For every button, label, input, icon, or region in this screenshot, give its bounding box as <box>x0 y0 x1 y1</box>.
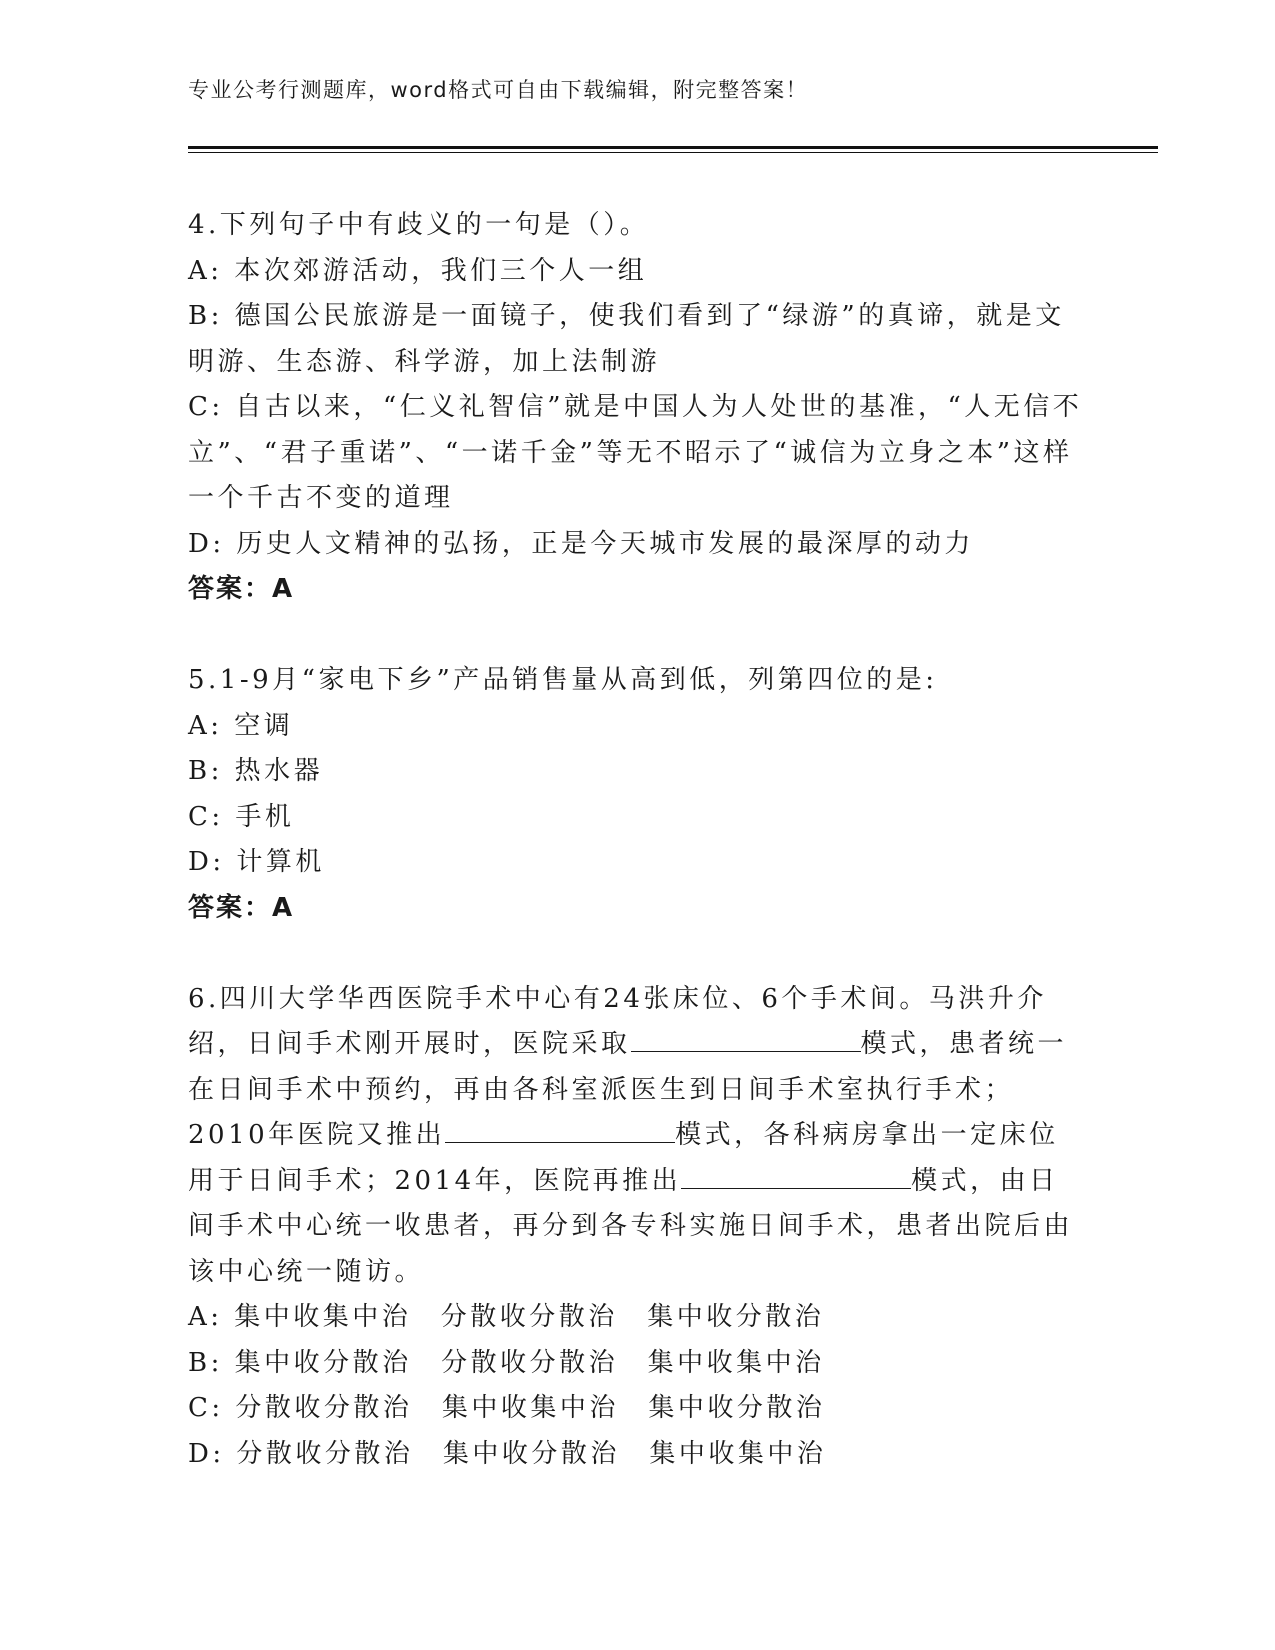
fill-blank-2 <box>445 1114 675 1143</box>
option-c: C: 分散收分散治 集中收集中治 集中收分散治 <box>188 1393 826 1423</box>
answer-label: 答案：A <box>188 892 295 923</box>
answer-label: 答案：A <box>188 574 295 604</box>
stem-part-4: 模式，由日间手术中心统一收患者，再分到各专科实施日间手术，患者出院后由该中心统一随访。 <box>188 1165 1074 1287</box>
header-rule-thin <box>188 152 1158 153</box>
stem-part-1: 6.四川大学华西医院手术中心有24张床位、6个手术间。马洪升介绍，日间手术刚开展时，医院采取 <box>188 983 1047 1059</box>
header-rule-thick <box>188 146 1158 149</box>
option-b: B: 集中收分散治 分散收分散治 集中收集中治 <box>188 1347 825 1378</box>
option-a: A: 集中收集中治 分散收分散治 集中收分散治 <box>188 1302 825 1332</box>
option-d: D: 分散收分散治 集中收分散治 集中收集中治 <box>188 1438 827 1469</box>
fill-blank-3 <box>681 1160 911 1189</box>
question-stem: 5.1-9月“家电下乡”产品销售量从高到低，列第四位的是: <box>188 665 938 695</box>
option-b: B: 热水器 <box>188 756 324 786</box>
question-5 <box>188 658 1088 931</box>
question-stem: 4.下列句子中有歧义的一句是（）。 <box>188 210 650 240</box>
option-a: A: 空调 <box>188 710 294 741</box>
document-body <box>188 203 1088 1477</box>
option-b: B: 德国公民旅游是一面镜子，使我们看到了“绿游”的真谛，就是文明游、生态游、科学游，加上法制游 <box>188 301 1065 377</box>
option-c: C: 自古以来，“仁义礼智信”就是中国人为人处世的基准，“人无信不立”、“君子重诺”、“一诺千金”等无不昭示了“诚信为立身之本”这样一个千古不变的道理 <box>188 392 1083 513</box>
stem-part-2: 模式，患者统一在日间手术中预约，再由各科室派医生到日间手术室执行手术；2010年医院又推出 <box>188 1029 1068 1150</box>
option-c: C: 手机 <box>188 801 295 832</box>
option-d: D: 计算机 <box>188 847 325 877</box>
fill-blank-1 <box>631 1023 861 1052</box>
option-a: A: 本次郊游活动，我们三个人一组 <box>188 255 648 286</box>
question-stem <box>188 977 1088 1296</box>
stem-part-3: 模式，各科病房拿出一定床位用于日间手术；2014年，医院再推出 <box>188 1120 1059 1196</box>
question-6 <box>188 977 1088 1478</box>
page-header-text: 专业公考行测题库，word格式可自由下载编辑，附完整答案！ <box>188 78 809 102</box>
option-d: D: 历史人文精神的弘扬，正是今天城市发展的最深厚的动力 <box>188 528 974 559</box>
question-4 <box>188 203 1088 613</box>
